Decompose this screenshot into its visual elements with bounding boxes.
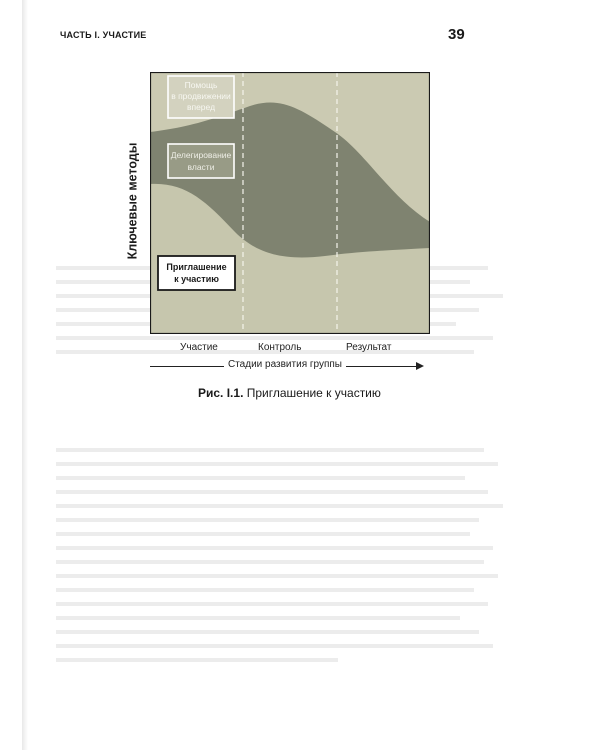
band-label-help-3: вперед [186, 102, 216, 112]
figure-caption-text: Приглашение к участию [246, 386, 381, 400]
x-axis-title [150, 359, 420, 373]
x-axis-label: Стадии развития группы [224, 359, 346, 370]
band-box-delegation [168, 144, 234, 178]
arrow-right-icon [416, 362, 424, 370]
area-chart [150, 72, 430, 334]
band-label-invitation-1: Приглашение [166, 262, 227, 272]
band-label-help-1: Помощь [184, 80, 218, 90]
band-label-help-2: в продвижении [171, 91, 231, 101]
x-tick-label: Контроль [258, 342, 302, 353]
figure-caption-number: Рис. I.1. [198, 386, 244, 400]
band-label-invitation-2: к участию [174, 274, 219, 284]
running-head: ЧАСТЬ I. УЧАСТИЕ [60, 30, 147, 40]
band-box-help [168, 76, 234, 118]
band-label-delegation-2: власти [187, 162, 215, 172]
x-tick-label: Участие [180, 342, 218, 353]
x-tick-label: Результат [346, 342, 392, 353]
band-box-invitation [158, 256, 235, 290]
band-label-delegation-1: Делегирование [170, 150, 232, 160]
page-number: 39 [448, 26, 465, 43]
y-axis-label: Ключевые методы [125, 142, 139, 260]
figure-caption [198, 386, 381, 400]
